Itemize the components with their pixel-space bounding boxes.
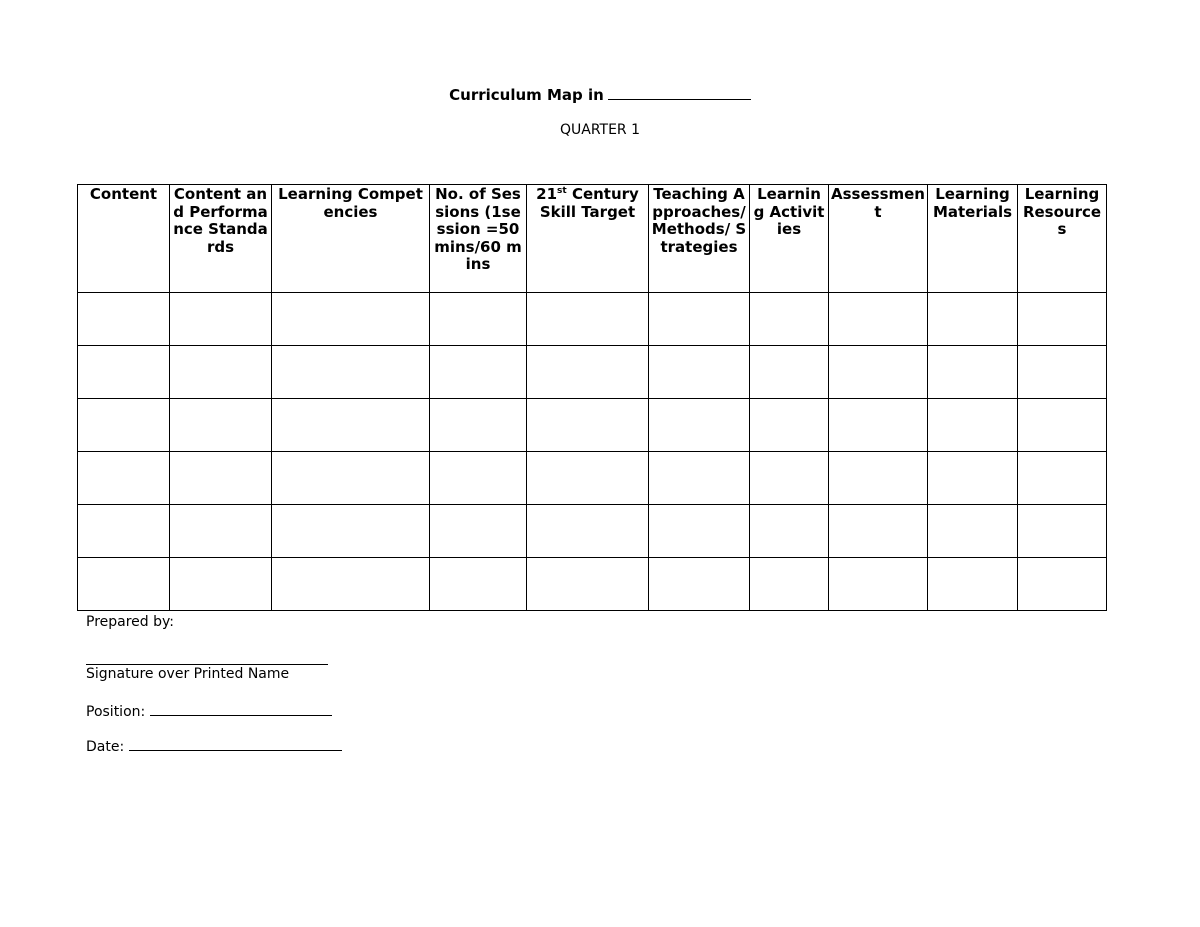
- table-cell[interactable]: [527, 452, 649, 505]
- table-cell[interactable]: [430, 452, 527, 505]
- table-cell[interactable]: [649, 558, 750, 611]
- subject-blank-line: [608, 86, 751, 100]
- table-cell[interactable]: [78, 505, 170, 558]
- table-cell[interactable]: [1018, 293, 1107, 346]
- table-row: [78, 558, 1107, 611]
- header-21st-rest: Century Skill Target: [539, 185, 639, 221]
- table-cell[interactable]: [750, 293, 829, 346]
- table-cell[interactable]: [527, 505, 649, 558]
- table-cell[interactable]: [272, 452, 430, 505]
- table-cell[interactable]: [649, 293, 750, 346]
- table-row: [78, 505, 1107, 558]
- header-row: [78, 185, 1107, 293]
- table-cell[interactable]: [928, 293, 1018, 346]
- signature-label: Signature over Printed Name: [86, 666, 290, 682]
- table-cell[interactable]: [78, 399, 170, 452]
- date-label: Date:: [86, 739, 125, 755]
- table-cell[interactable]: [829, 558, 928, 611]
- position-label: Position:: [86, 704, 146, 720]
- date-blank-line[interactable]: [129, 737, 342, 751]
- table-cell[interactable]: [1018, 558, 1107, 611]
- table-cell[interactable]: [1018, 452, 1107, 505]
- header-learning-competencies: Learning Competencies: [272, 185, 430, 293]
- table-cell[interactable]: [527, 558, 649, 611]
- table-cell[interactable]: [928, 452, 1018, 505]
- table-cell[interactable]: [170, 452, 272, 505]
- table-cell[interactable]: [170, 346, 272, 399]
- table-cell[interactable]: [272, 346, 430, 399]
- table-cell[interactable]: [430, 293, 527, 346]
- table-cell[interactable]: [170, 399, 272, 452]
- header-21st-century-skill-target: [527, 185, 649, 293]
- table-cell[interactable]: [170, 558, 272, 611]
- table-cell[interactable]: [750, 399, 829, 452]
- table-cell[interactable]: [829, 399, 928, 452]
- table-cell[interactable]: [430, 346, 527, 399]
- table-cell[interactable]: [750, 558, 829, 611]
- curriculum-map-table: [77, 184, 1107, 611]
- table-cell[interactable]: [527, 346, 649, 399]
- header-assessment: Assessment: [829, 185, 928, 293]
- header-content: Content: [78, 185, 170, 293]
- table-cell[interactable]: [829, 452, 928, 505]
- position-field: [86, 702, 332, 721]
- table-cell[interactable]: [750, 505, 829, 558]
- table-row: [78, 399, 1107, 452]
- table-cell[interactable]: [928, 505, 1018, 558]
- title-text: Curriculum Map in: [449, 86, 604, 104]
- table-cell[interactable]: [750, 346, 829, 399]
- table-cell[interactable]: [829, 293, 928, 346]
- header-21-number: 21: [536, 185, 558, 203]
- table-cell[interactable]: [272, 558, 430, 611]
- table-cell[interactable]: [1018, 346, 1107, 399]
- table-cell[interactable]: [649, 505, 750, 558]
- table-cell[interactable]: [649, 452, 750, 505]
- signature-line[interactable]: [86, 664, 328, 665]
- table-cell[interactable]: [78, 452, 170, 505]
- date-field: [86, 737, 342, 756]
- header-content-performance-standards: Content and Performance Standards: [170, 185, 272, 293]
- table-cell[interactable]: [1018, 399, 1107, 452]
- header-learning-materials: Learning Materials: [928, 185, 1018, 293]
- table-cell[interactable]: [928, 558, 1018, 611]
- table-cell[interactable]: [78, 293, 170, 346]
- header-learning-resources: Learning Resources: [1018, 185, 1107, 293]
- position-blank-line[interactable]: [150, 702, 332, 716]
- table-cell[interactable]: [78, 558, 170, 611]
- table-row: [78, 346, 1107, 399]
- table-cell[interactable]: [170, 505, 272, 558]
- table-cell[interactable]: [829, 505, 928, 558]
- table-row: [78, 452, 1107, 505]
- table-cell[interactable]: [78, 346, 170, 399]
- table-cell[interactable]: [750, 452, 829, 505]
- table-cell[interactable]: [272, 505, 430, 558]
- header-number-of-sessions: No. of Sessions (1session =50 mins/60 mins: [430, 185, 527, 293]
- table-row: [78, 293, 1107, 346]
- quarter-heading: QUARTER 1: [559, 122, 641, 138]
- header-st-superscript: st: [557, 186, 567, 196]
- table-cell[interactable]: [527, 293, 649, 346]
- page-title: [0, 86, 1200, 104]
- header-teaching-approaches: Teaching Approaches/ Methods/ Strategies: [649, 185, 750, 293]
- table-cell[interactable]: [829, 346, 928, 399]
- header-learning-activities: Learning Activities: [750, 185, 829, 293]
- table-cell[interactable]: [649, 346, 750, 399]
- table-cell[interactable]: [272, 293, 430, 346]
- table-cell[interactable]: [1018, 505, 1107, 558]
- table-cell[interactable]: [430, 399, 527, 452]
- prepared-by-label: Prepared by:: [86, 614, 174, 630]
- table-cell[interactable]: [170, 293, 272, 346]
- table-cell[interactable]: [430, 505, 527, 558]
- table-cell[interactable]: [928, 346, 1018, 399]
- table-cell[interactable]: [272, 399, 430, 452]
- table-cell[interactable]: [527, 399, 649, 452]
- table-cell[interactable]: [928, 399, 1018, 452]
- table-cell[interactable]: [430, 558, 527, 611]
- table-cell[interactable]: [649, 399, 750, 452]
